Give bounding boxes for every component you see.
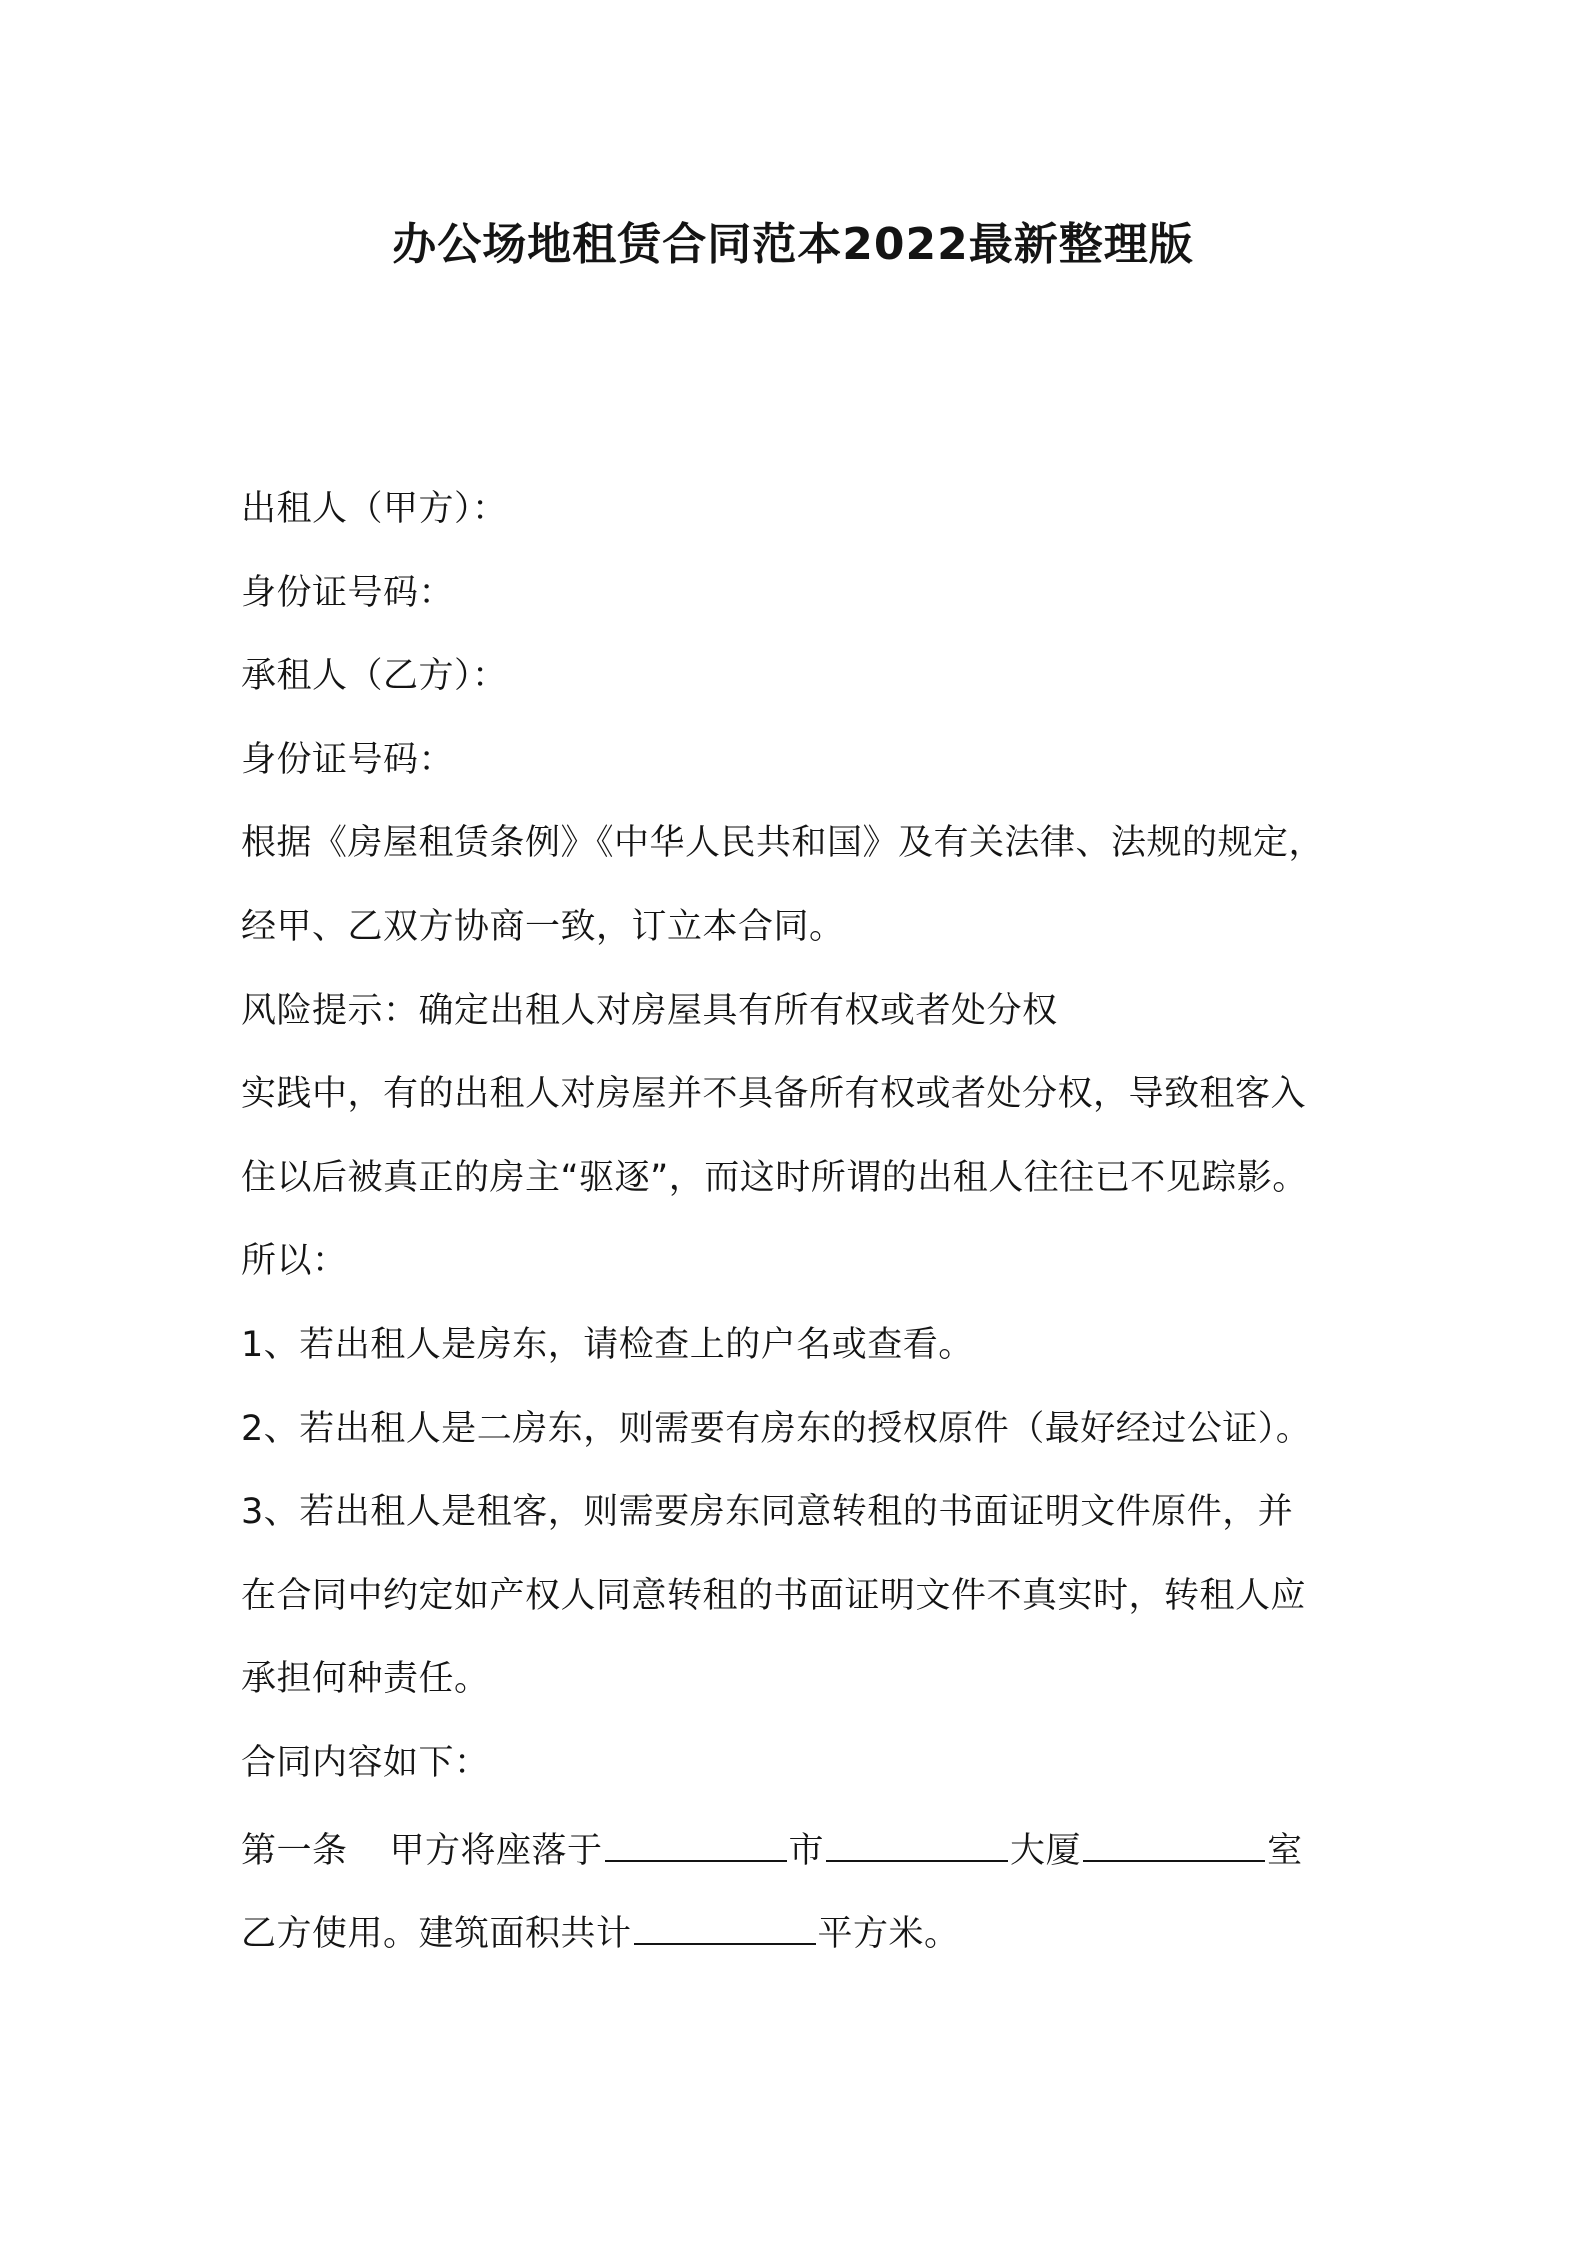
article-text: 室 xyxy=(1267,1830,1303,1871)
article-1-line-1 xyxy=(241,1826,1361,1871)
paragraph-line: 实践中，有的出租人对房屋并不具备所有权或者处分权，导致租客入 xyxy=(241,1074,1307,1115)
article-text: 平方米。 xyxy=(817,1914,960,1955)
paragraph-line: 2、若出租人是二房东，则需要有房东的授权原件（最好经过公证）。 xyxy=(241,1408,1312,1449)
paragraph-line: 出租人（甲方）： xyxy=(241,489,508,529)
paragraph-line: 承担何种责任。 xyxy=(241,1659,490,1700)
document-body xyxy=(241,488,1361,1955)
article-text: 大厦 xyxy=(1010,1830,1082,1871)
paragraph-line: 所以： xyxy=(241,1241,348,1282)
article-label: 第一条 xyxy=(241,1830,348,1871)
paragraph-line: 根据《房屋租赁条例》《中华人民共和国》及有关法律、法规的规定， xyxy=(241,823,1325,864)
article-text: 乙方使用。建筑面积共计 xyxy=(241,1914,632,1955)
paragraph-line: 合同内容如下： xyxy=(241,1742,490,1783)
paragraph-line: 身份证号码： xyxy=(241,739,455,780)
fill-in-blank-building[interactable] xyxy=(1083,1826,1265,1862)
fill-in-blank-city[interactable] xyxy=(826,1826,1008,1862)
paragraph-line: 1、若出租人是房东，请检查上的户名或查看。 xyxy=(241,1324,974,1365)
document-title: 办公场地租赁合同范本2022最新整理版 xyxy=(392,219,1194,270)
paragraph-line: 在合同中约定如产权人同意转租的书面证明文件不真实时，转租人应 xyxy=(241,1575,1307,1616)
article-text: 市 xyxy=(788,1830,825,1871)
paragraph-line: 承租人（乙方）： xyxy=(241,656,508,697)
paragraph-line: 住以后被真正的房主“驱逐”，而这时所谓的出租人往往已不见踪影。 xyxy=(241,1157,1308,1198)
fill-in-blank-area[interactable] xyxy=(634,1909,816,1945)
article-text: 甲方将座落于 xyxy=(389,1830,603,1871)
paragraph-line: 风险提示：确定出租人对房屋具有所有权或者处分权 xyxy=(241,990,1058,1031)
paragraph-line: 身份证号码： xyxy=(241,572,455,613)
article-1-line-2 xyxy=(241,1909,1361,1955)
paragraph-line: 经甲、乙双方协商一致，订立本合同。 xyxy=(241,906,845,947)
fill-in-blank-location[interactable] xyxy=(605,1826,787,1862)
paragraph-line: 3、若出租人是租客，则需要房东同意转租的书面证明文件原件，并 xyxy=(241,1492,1294,1533)
